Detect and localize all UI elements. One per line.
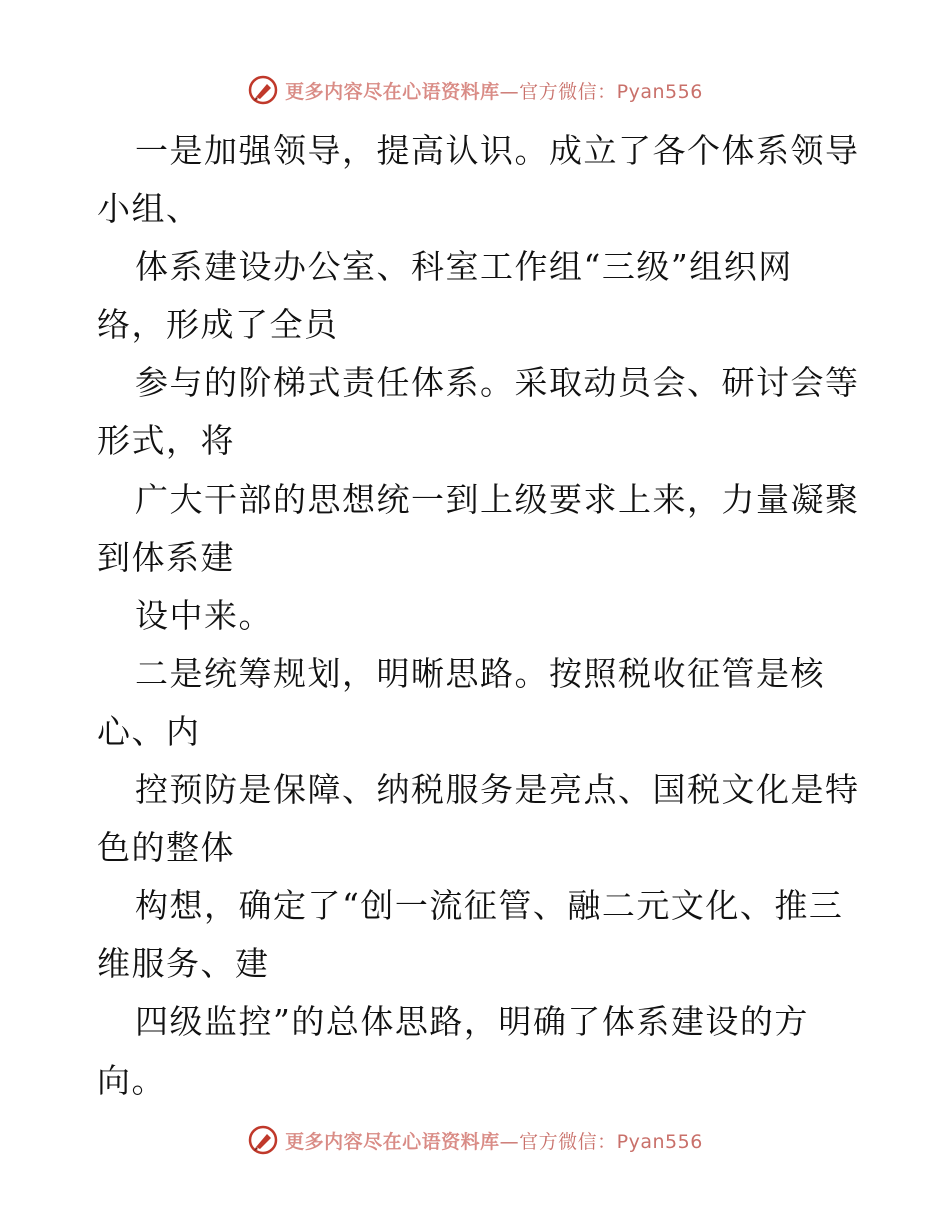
body-line: 络，形成了全员	[97, 305, 339, 345]
body-line: 心、内	[97, 711, 201, 751]
body-line: 四级监控”的总体思路，明确了体系建设的方	[135, 1002, 809, 1042]
body-line: 维服务、建	[97, 944, 270, 984]
body-line: 一是加强领导，提高认识。成立了各个体系领导	[135, 131, 860, 170]
body-line: 控预防是保障、纳税服务是亮点、国税文化是特	[135, 770, 860, 810]
body-line: 色的整体	[97, 828, 235, 868]
header-watermark-banner	[0, 70, 950, 110]
body-line: 设中来。	[135, 595, 273, 635]
body-line: 向。	[97, 1060, 166, 1100]
header-brand: 更多内容尽在心语资料库	[285, 80, 500, 103]
body-line: 到体系建	[97, 537, 235, 577]
header-suffix: —官方微信：Pyan556	[499, 80, 703, 103]
header-watermark-text	[285, 77, 703, 104]
body-line: 广大干部的思想统一到上级要求上来，力量凝聚	[135, 479, 860, 519]
footer-suffix: —官方微信：Pyan556	[499, 1130, 703, 1153]
body-line: 形式，将	[97, 421, 235, 461]
document-body	[97, 122, 867, 1110]
body-line: 体系建设办公室、科室工作组“三级”组织网	[135, 247, 793, 287]
body-line: 构想，确定了“创一流征管、融二元文化、推三	[135, 886, 844, 926]
pen-nib-logo-icon	[247, 74, 279, 106]
footer-watermark-text	[285, 1127, 703, 1154]
footer-brand: 更多内容尽在心语资料库	[285, 1130, 500, 1153]
body-line: 二是统筹规划，明晰思路。按照税收征管是核	[135, 653, 825, 693]
pen-nib-logo-icon	[247, 1124, 279, 1156]
footer-watermark-banner	[0, 1120, 950, 1160]
body-line: 小组、	[97, 189, 201, 229]
body-line: 参与的阶梯式责任体系。采取动员会、研讨会等	[135, 363, 860, 403]
